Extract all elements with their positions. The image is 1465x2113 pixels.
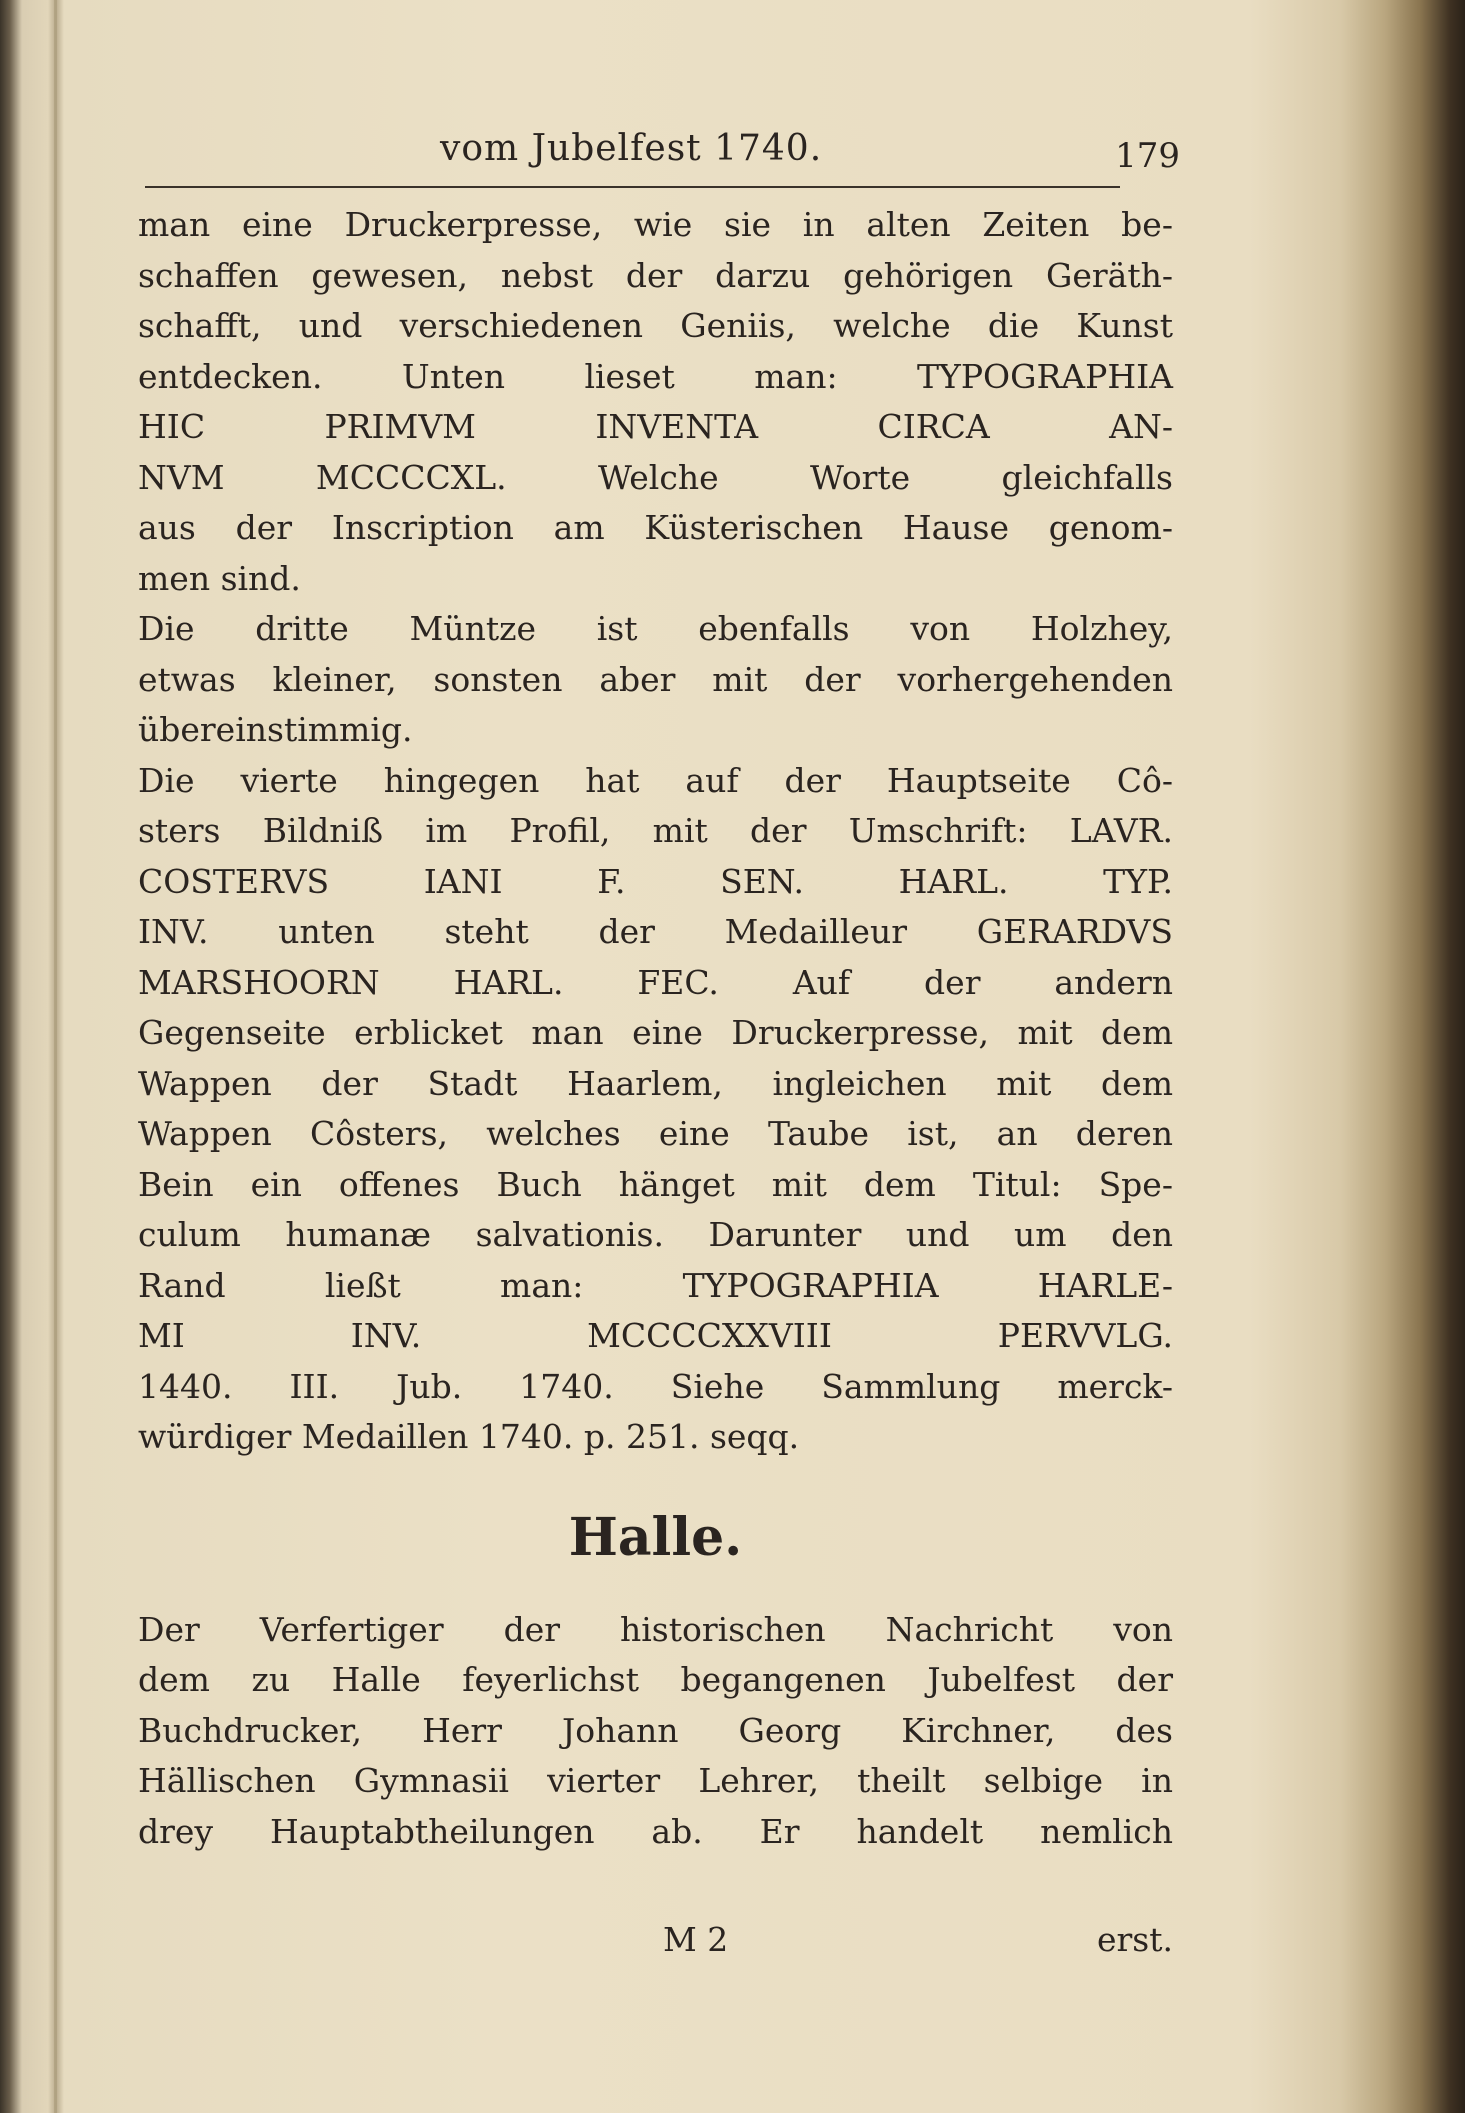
text-line: etwas kleiner, sonsten aber mit der vorhergehenden xyxy=(138,659,1173,699)
text-line: COSTERVS IANI F. SEN. HARL. TYP. xyxy=(138,861,1173,901)
book-gutter xyxy=(54,0,57,2113)
text-line: INV. unten steht der Medailleur GERARDVS xyxy=(138,912,1173,951)
paragraph xyxy=(138,200,1173,604)
text-line: Hällischen Gymnasii vierter Lehrer, theilt selbige in xyxy=(138,1761,1173,1800)
paragraph xyxy=(138,604,1173,756)
text-line: Wappen Côsters, welches eine Taube ist, an deren xyxy=(138,1114,1173,1153)
text-line: schafft, und verschiedenen Geniis, welche die Kunst xyxy=(138,306,1173,345)
paragraph xyxy=(138,756,1173,1463)
text-line: Die dritte Müntze ist ebenfalls von Holzhey, xyxy=(138,609,1173,648)
text-line: NVM MCCCCXL. Welche Worte gleichfalls xyxy=(138,457,1173,497)
text-line: Die vierte hingegen hat auf der Hauptseite Cô- xyxy=(138,760,1173,800)
text-line: Gegenseite erblicket man eine Druckerpresse, mit dem xyxy=(138,1013,1173,1052)
text-line: schaffen gewesen, nebst der darzu gehörigen Geräth- xyxy=(138,255,1173,295)
text-line: Wappen der Stadt Haarlem, ingleichen mit dem xyxy=(138,1063,1173,1103)
body-text xyxy=(138,200,1173,1857)
running-title: vom Jubelfest 1740. xyxy=(440,128,823,169)
header-rule xyxy=(145,186,1120,188)
text-line: MARSHOORN HARL. FEC. Auf der andern xyxy=(138,962,1173,1002)
signature-mark: M 2 xyxy=(663,1920,729,1959)
paragraph xyxy=(138,1605,1173,1858)
text-line: man eine Druckerpresse, wie sie in alten Zeiten be- xyxy=(138,205,1173,244)
text-line: würdiger Medaillen 1740. p. 251. seqq. xyxy=(138,1417,800,1456)
text-line: culum humanæ salvationis. Darunter und um den xyxy=(138,1215,1173,1254)
text-line: übereinstimmig. xyxy=(138,710,413,749)
text-line: sters Bildniß im Profil, mit der Umschrift: LAVR. xyxy=(138,811,1173,850)
text-line: Bein ein offenes Buch hänget mit dem Titul: Spe- xyxy=(138,1164,1173,1204)
text-line: MI INV. MCCCCXXVIII PERVVLG. xyxy=(138,1316,1173,1355)
section-heading: Halle. xyxy=(568,1506,743,1568)
text-line: dem zu Halle feyerlichst begangenen Jubelfest der xyxy=(138,1660,1173,1699)
text-line: 1440. III. Jub. 1740. Siehe Sammlung merck- xyxy=(138,1366,1173,1406)
text-line: aus der Inscription am Küsterischen Hause genom- xyxy=(138,508,1173,547)
page-header xyxy=(140,128,1180,178)
text-line: Der Verfertiger der historischen Nachricht von xyxy=(138,1609,1173,1649)
page-footer xyxy=(138,1920,1173,1970)
page-number: 179 xyxy=(1115,136,1180,176)
catchword: erst. xyxy=(1097,1920,1173,1959)
text-line: HIC PRIMVM INVENTA CIRCA AN- xyxy=(138,407,1173,446)
text-line: drey Hauptabtheilungen ab. Er handelt nemlich xyxy=(138,1811,1173,1851)
text-line: entdecken. Unten lieset man: TYPOGRAPHIA xyxy=(138,356,1173,396)
text-line: men sind. xyxy=(138,558,301,598)
text-line: Rand ließt man: TYPOGRAPHIA HARLE- xyxy=(138,1265,1173,1305)
text-line: Buchdrucker, Herr Johann Georg Kirchner, des xyxy=(138,1710,1173,1750)
